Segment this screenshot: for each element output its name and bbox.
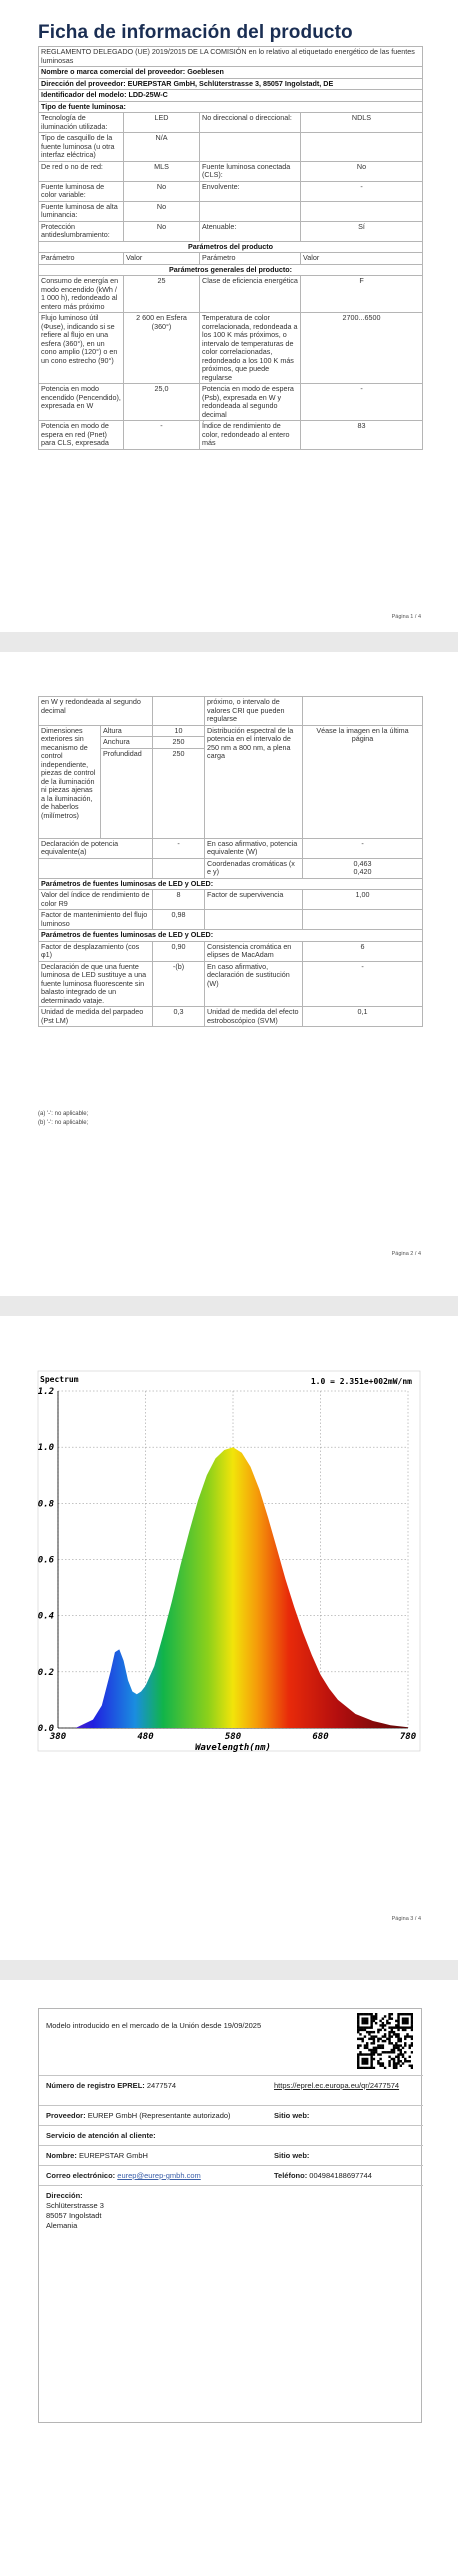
footnote-a: (a) '-': no aplicable; [38, 1111, 89, 1117]
param-cell: Potencia en modo de espera en red (Pnet) para CLS, expresada [39, 421, 124, 450]
qr-code-icon[interactable] [357, 2013, 413, 2069]
param-cell: Temperatura de color correlacionada, redondeada a los 100 K más próximos, o intervalo de temperaturas de color correlacionadas, redondeado a los 100 K más próximos, que puede regularse [200, 313, 301, 384]
dimensions-label: Dimensiones exteriores sin mecanismo de control independiente, piezas de control de la iluminación ni piezas ajenas a la iluminación, de haberlos (milímetros) [39, 725, 101, 838]
value-cell: No [301, 161, 423, 181]
param-cell [200, 201, 301, 221]
page-4 [0, 1980, 458, 2560]
table-row [39, 961, 423, 1007]
col-header-param: Parámetro [39, 253, 124, 265]
param-cell: Factor de desplazamiento (cos φ1) [39, 941, 153, 961]
y-tick-label: 1.0 [37, 1443, 54, 1454]
param-cell: De red o no de red: [39, 161, 124, 181]
value-cell: 25,0 [124, 384, 200, 421]
table-row [39, 910, 423, 930]
service-heading: Servicio de atención al cliente: [46, 2131, 156, 2140]
param-cell: próximo, o intervalo de valores CRI que pueden regularse [205, 697, 303, 726]
value-cell: - [124, 421, 200, 450]
x-tick-label: 380 [49, 1732, 67, 1742]
spectrum-chart [0, 1316, 458, 1756]
table-row [39, 890, 423, 910]
value-cell: 1,00 [303, 890, 423, 910]
value-cell: 0,3 [153, 1007, 205, 1027]
value-cell: NDLS [301, 113, 423, 133]
type-heading: Tipo de fuente luminosa: [39, 101, 423, 113]
general-params-heading: Parámetros generales del producto: [39, 264, 423, 276]
spectral-label: Distribución espectral de la potencia en el intervalo de 250 nm a 800 nm, a plena carga [205, 725, 303, 838]
value-cell: No [124, 221, 200, 241]
table-row [39, 221, 423, 241]
param-cell: Potencia en modo de espera (Psb), expresada en W y redondeada al segundo decimal [200, 384, 301, 421]
table-row [39, 201, 423, 221]
x-tick-label: 780 [399, 1732, 417, 1742]
param-cell: Clase de eficiencia energética [200, 276, 301, 313]
email-label: Correo electrónico: [46, 2171, 116, 2180]
page-footer: Página 2 / 4 [391, 1251, 421, 1257]
value-cell: 2 600 en Esfera (360°) [124, 313, 200, 384]
param-cell [39, 858, 153, 878]
chart-title: Spectrum [40, 1375, 79, 1384]
phone-value: 004984188697744 [309, 2171, 372, 2180]
value-cell: 0,90 [153, 941, 205, 961]
param-cell: Unidad de medida del efecto estroboscópico (SVM) [205, 1007, 303, 1027]
value-cell: MLS [124, 161, 200, 181]
spectral-value: Véase la imagen en la última página [303, 725, 423, 838]
param-cell: Consistencia cromática en elipses de MacAdam [205, 941, 303, 961]
param-cell: Valor del índice de rendimiento de color R9 [39, 890, 153, 910]
dim-label: Altura [101, 725, 153, 737]
value-cell: F [301, 276, 423, 313]
table-row [39, 113, 423, 133]
col-header-param: Parámetro [200, 253, 301, 265]
param-cell: Fuente luminosa de alta luminancia: [39, 201, 124, 221]
model-identifier: Identificador del modelo: LDD-25W-C [39, 90, 423, 102]
x-tick-label: 480 [137, 1732, 154, 1742]
value-cell: - [303, 961, 423, 1007]
dim-value: 250 [153, 737, 205, 749]
value-cell: 2700...6500 [301, 313, 423, 384]
param-cell: Atenuable: [200, 221, 301, 241]
value-cell: - [303, 838, 423, 858]
value-cell: 8 [153, 890, 205, 910]
website2-label: Sitio web: [274, 2151, 310, 2160]
param-cell: Fuente luminosa conectada (CLS): [200, 161, 301, 181]
value-cell [301, 133, 423, 162]
col-header-value: Valor [124, 253, 200, 265]
param-cell: Índice de rendimiento de color, redondeado al entero más [200, 421, 301, 450]
mls-params-heading: Parámetros de fuentes luminosas de LED y OLED: [39, 930, 423, 942]
param-cell: Flujo luminoso útil (Φuse), indicando si se refiere al flujo en una esfera (360°), en un cono amplio (120°) o en un cono estrecho (90°) [39, 313, 124, 384]
supplier-info-box [38, 2008, 422, 2423]
param-cell: Tecnología de iluminación utilizada: [39, 113, 124, 133]
value-cell [303, 910, 423, 930]
table-row [39, 313, 423, 384]
y-tick-label: 0.2 [37, 1667, 54, 1678]
page-title: Ficha de información del producto [38, 22, 353, 43]
param-cell: Unidad de medida del parpadeo (Pst LM) [39, 1007, 153, 1027]
page-1 [0, 0, 458, 632]
name-label: Nombre: [46, 2151, 77, 2160]
value-cell: - [301, 181, 423, 201]
param-cell: Protección antideslumbramiento: [39, 221, 124, 241]
param-cell: Consumo de energía en modo encendido (kWh / 1 000 h), redondeado al entero más próximo [39, 276, 124, 313]
y-tick-label: 0.8 [37, 1499, 54, 1510]
y-tick-label: 0.6 [37, 1555, 54, 1566]
chromaticity-value: 0,463 0,420 [303, 858, 423, 878]
param-cell: En caso afirmativo, potencia equivalente (W) [205, 838, 303, 858]
param-cell [200, 133, 301, 162]
y-tick-label: 1.2 [37, 1387, 54, 1397]
param-cell: Fuente luminosa de color variable: [39, 181, 124, 201]
value-cell [303, 697, 423, 726]
table-row [39, 133, 423, 162]
param-cell: Factor de mantenimiento del flujo luminoso [39, 910, 153, 930]
product-info-table [38, 46, 423, 450]
address-line: Alemania [46, 2221, 78, 2230]
footnotes [38, 1110, 88, 1128]
address-line: Schlüterstrasse 3 [46, 2201, 104, 2210]
value-cell: LED [124, 113, 200, 133]
y-tick-label: 0.4 [37, 1611, 54, 1622]
website-label: Sitio web: [274, 2111, 310, 2120]
param-cell: En caso afirmativo, declaración de sustitución (W) [205, 961, 303, 1007]
value-cell: Sí [301, 221, 423, 241]
table-row [39, 384, 423, 421]
page-2 [0, 652, 458, 1296]
dim-value: 10 [153, 725, 205, 737]
y-tick-label: 0.0 [37, 1724, 54, 1734]
supplier-address: Dirección del proveedor: EUREPSTAR GmbH, Schlüterstrasse 3, 85057 Ingolstadt, DE [39, 78, 423, 90]
value-cell [153, 858, 205, 878]
value-cell: 83 [301, 421, 423, 450]
email-link[interactable]: eurep@eurep-gmbh.com [117, 2171, 201, 2180]
phone-label: Teléfono: [274, 2171, 308, 2180]
param-cell: Declaración de que una fuente luminosa de LED sustituye a una fuente luminosa fluorescente sin balasto integrado de un determinado vataje. [39, 961, 153, 1007]
address-line: 85057 Ingolstadt [46, 2211, 102, 2220]
x-tick-label: 580 [224, 1732, 242, 1742]
value-cell: -(b) [153, 961, 205, 1007]
value-cell: 0,1 [303, 1007, 423, 1027]
param-cell: Tipo de casquillo de la fuente luminosa (u otra interfaz eléctrica) [39, 133, 124, 162]
product-params-heading: Parámetros del producto [39, 241, 423, 253]
table-row [39, 181, 423, 201]
product-info-table-cont [38, 696, 423, 1027]
dim-label: Anchura [101, 737, 153, 749]
eprel-value: 2477574 [146, 2081, 177, 2090]
param-cell: en W y redondeada al segundo decimal [39, 697, 153, 726]
name-value: EUREPSTAR GmbH [78, 2151, 148, 2160]
value-cell [301, 201, 423, 221]
table-row [39, 161, 423, 181]
value-cell: 25 [124, 276, 200, 313]
value-cell: No [124, 201, 200, 221]
footnote-b: (b) '-': no aplicable; [38, 1120, 89, 1126]
col-header-value: Valor [301, 253, 423, 265]
provider-label: Proveedor: [46, 2111, 86, 2120]
value-cell: 6 [303, 941, 423, 961]
param-cell [205, 910, 303, 930]
param-cell: No direccional o direccional: [200, 113, 301, 133]
eprel-link[interactable]: https://eprel.ec.europa.eu/qr/2477574 [274, 2081, 400, 2090]
value-cell: No [124, 181, 200, 201]
peak-label: 1.0 = 2.351e+002mW/nm [310, 1377, 412, 1386]
led-params-heading: Parámetros de fuentes luminosas de LED y OLED: [39, 878, 423, 890]
provider-value: EUREP GmbH (Representante autorizado) [87, 2111, 231, 2120]
param-cell: Factor de supervivencia [205, 890, 303, 910]
page-3 [0, 1316, 458, 1960]
table-row [39, 276, 423, 313]
value-cell: 0,98 [153, 910, 205, 930]
regulation-text: REGLAMENTO DELEGADO (UE) 2019/2015 DE LA COMISIÓN en lo relativo al etiquetado energético de las fuentes luminosas [39, 47, 423, 67]
x-axis-label: Wavelength(nm) [195, 1743, 271, 1753]
x-tick-label: 680 [312, 1732, 329, 1742]
param-cell: Envolvente: [200, 181, 301, 201]
table-row [39, 421, 423, 450]
table-row [39, 941, 423, 961]
dim-value: 250 [153, 748, 205, 838]
eprel-label: Número de registro EPREL: [46, 2081, 145, 2090]
address-label: Dirección: [46, 2191, 83, 2200]
param-cell: Potencia en modo encendido (Pencendido), expresada en W [39, 384, 124, 421]
value-cell: - [153, 838, 205, 858]
value-cell: - [301, 384, 423, 421]
dim-label: Profundidad [101, 748, 153, 838]
param-cell: Declaración de potencia equivalente(a) [39, 838, 153, 858]
value-cell: N/A [124, 133, 200, 162]
supplier-name: Nombre o marca comercial del proveedor: Goeblesen [39, 67, 423, 79]
page-footer: Página 1 / 4 [391, 614, 421, 620]
page-footer: Página 3 / 4 [391, 1916, 421, 1922]
value-cell [153, 697, 205, 726]
param-cell: Coordenadas cromáticas (x e y) [205, 858, 303, 878]
market-date: Modelo introducido en el mercado de la Unión desde 19/09/2025 [46, 2021, 262, 2030]
table-row [39, 1007, 423, 1027]
